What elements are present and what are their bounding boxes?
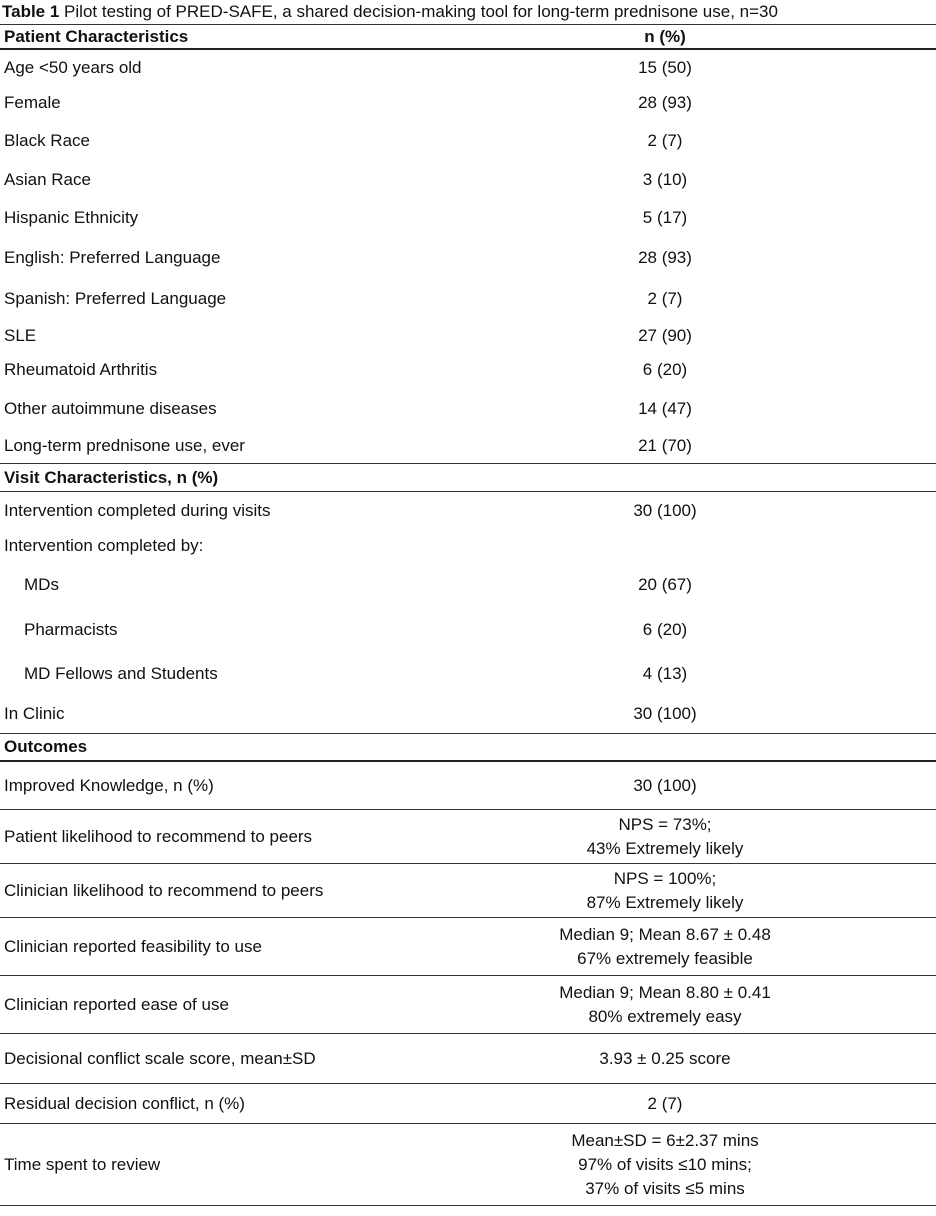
row-value — [465, 1047, 865, 1071]
row-label: Black Race — [4, 130, 90, 150]
value-line: 80% extremely easy — [588, 1006, 742, 1026]
table-row — [0, 976, 936, 1034]
value-line: Mean±SD = 6±2.37 mins — [571, 1130, 759, 1150]
value-line: 37% of visits ≤5 mins — [585, 1178, 745, 1198]
outcomes-section-header — [0, 734, 936, 762]
table-row — [0, 50, 936, 85]
table-row — [0, 85, 936, 121]
row-label: In Clinic — [4, 704, 65, 723]
row-label: MDs — [24, 575, 59, 594]
table-row — [0, 237, 936, 279]
section-title: Visit Characteristics, n (%) — [4, 467, 219, 487]
row-value — [465, 774, 865, 798]
table-row — [0, 352, 936, 388]
table-row — [0, 1124, 936, 1206]
row-value: 27 (90) — [638, 325, 692, 345]
row-label: Clinician reported ease of use — [4, 994, 229, 1014]
row-value: 4 (13) — [642, 664, 688, 683]
row-value: 2 (7) — [647, 289, 683, 308]
value-line: 43% Extremely likely — [586, 838, 744, 858]
row-label: Clinician reported feasibility to use — [4, 936, 262, 956]
table-row — [0, 279, 936, 319]
row-label: Intervention completed by: — [4, 536, 204, 555]
row-value — [465, 1129, 865, 1201]
table-caption — [0, 0, 936, 25]
row-value: 30 (100) — [633, 704, 697, 723]
value-line: 3.93 ± 0.25 score — [599, 1048, 731, 1068]
row-label: Time spent to review — [4, 1154, 161, 1174]
table-row — [0, 388, 936, 429]
row-value: 2 (7) — [647, 130, 683, 150]
row-label: Age <50 years old — [4, 57, 142, 77]
value-line: 97% of visits ≤10 mins; — [578, 1154, 752, 1174]
row-value — [465, 867, 865, 915]
table-row — [0, 918, 936, 976]
table-row — [0, 199, 936, 237]
row-label: Spanish: Preferred Language — [4, 289, 227, 308]
table-row — [0, 864, 936, 918]
table-row — [0, 529, 936, 563]
value-line: 87% Extremely likely — [586, 892, 744, 912]
row-label: SLE — [4, 325, 37, 345]
row-value: 28 (93) — [638, 93, 692, 112]
row-label: Clinician likelihood to recommend to peers — [4, 880, 324, 900]
row-label: Intervention completed during visits — [4, 500, 271, 520]
row-label: Hispanic Ethnicity — [4, 208, 139, 227]
row-label: MD Fellows and Students — [24, 664, 218, 683]
table-row — [0, 810, 936, 864]
row-label: Asian Race — [4, 169, 91, 189]
row-label: Decisional conflict scale score, mean±SD — [4, 1048, 316, 1068]
row-label: Other autoimmune diseases — [4, 398, 217, 418]
table-row — [0, 563, 936, 607]
table-row — [0, 1034, 936, 1084]
row-label: English: Preferred Language — [4, 248, 221, 267]
row-value: 20 (67) — [638, 575, 692, 594]
table-row — [0, 160, 936, 199]
section-title: Outcomes — [4, 737, 88, 756]
row-label: Residual decision conflict, n (%) — [4, 1093, 245, 1113]
row-label: Patient likelihood to recommend to peers — [4, 826, 313, 846]
value-line: Median 9; Mean 8.80 ± 0.41 — [559, 982, 771, 1002]
row-label: Long-term prednisone use, ever — [4, 436, 245, 455]
table-row — [0, 653, 936, 695]
row-value: 21 (70) — [638, 436, 692, 455]
row-label: Rheumatoid Arthritis — [4, 360, 158, 379]
value-line: NPS = 100%; — [613, 868, 717, 888]
row-value: 3 (10) — [642, 169, 688, 189]
table-header — [0, 25, 936, 50]
row-value — [465, 981, 865, 1029]
value-line: 67% extremely feasible — [577, 948, 753, 968]
row-value: 6 (20) — [642, 620, 688, 639]
table-row — [0, 319, 936, 352]
table-row — [0, 607, 936, 653]
row-label: Pharmacists — [24, 620, 118, 639]
table-row — [0, 1084, 936, 1124]
row-value: 28 (93) — [638, 248, 692, 267]
header-characteristics: Patient Characteristics — [4, 26, 189, 46]
row-value: 15 (50) — [638, 57, 692, 77]
visit-section-header — [0, 464, 936, 492]
table-row — [0, 695, 936, 734]
row-value: 14 (47) — [638, 398, 692, 418]
table-row — [0, 492, 936, 529]
row-label: Improved Knowledge, n (%) — [4, 775, 214, 795]
row-value — [465, 813, 865, 861]
row-value — [465, 923, 865, 971]
value-line: 30 (100) — [633, 775, 697, 795]
row-value: 6 (20) — [642, 360, 688, 379]
table-number: Table 1 — [2, 2, 60, 21]
table-title: Pilot testing of PRED-SAFE, a shared decision-making tool for long-term prednisone use, n=30 — [59, 2, 778, 21]
value-line: Median 9; Mean 8.67 ± 0.48 — [559, 924, 771, 944]
table-row — [0, 762, 936, 810]
row-value: 30 (100) — [633, 500, 697, 520]
value-line: 2 (7) — [647, 1093, 683, 1113]
row-label: Female — [4, 93, 61, 112]
value-line: NPS = 73%; — [618, 814, 712, 834]
table-row — [0, 429, 936, 464]
row-value — [465, 1092, 865, 1116]
header-n-percent: n (%) — [644, 26, 686, 46]
table-row — [0, 121, 936, 160]
row-value: 5 (17) — [642, 208, 688, 227]
